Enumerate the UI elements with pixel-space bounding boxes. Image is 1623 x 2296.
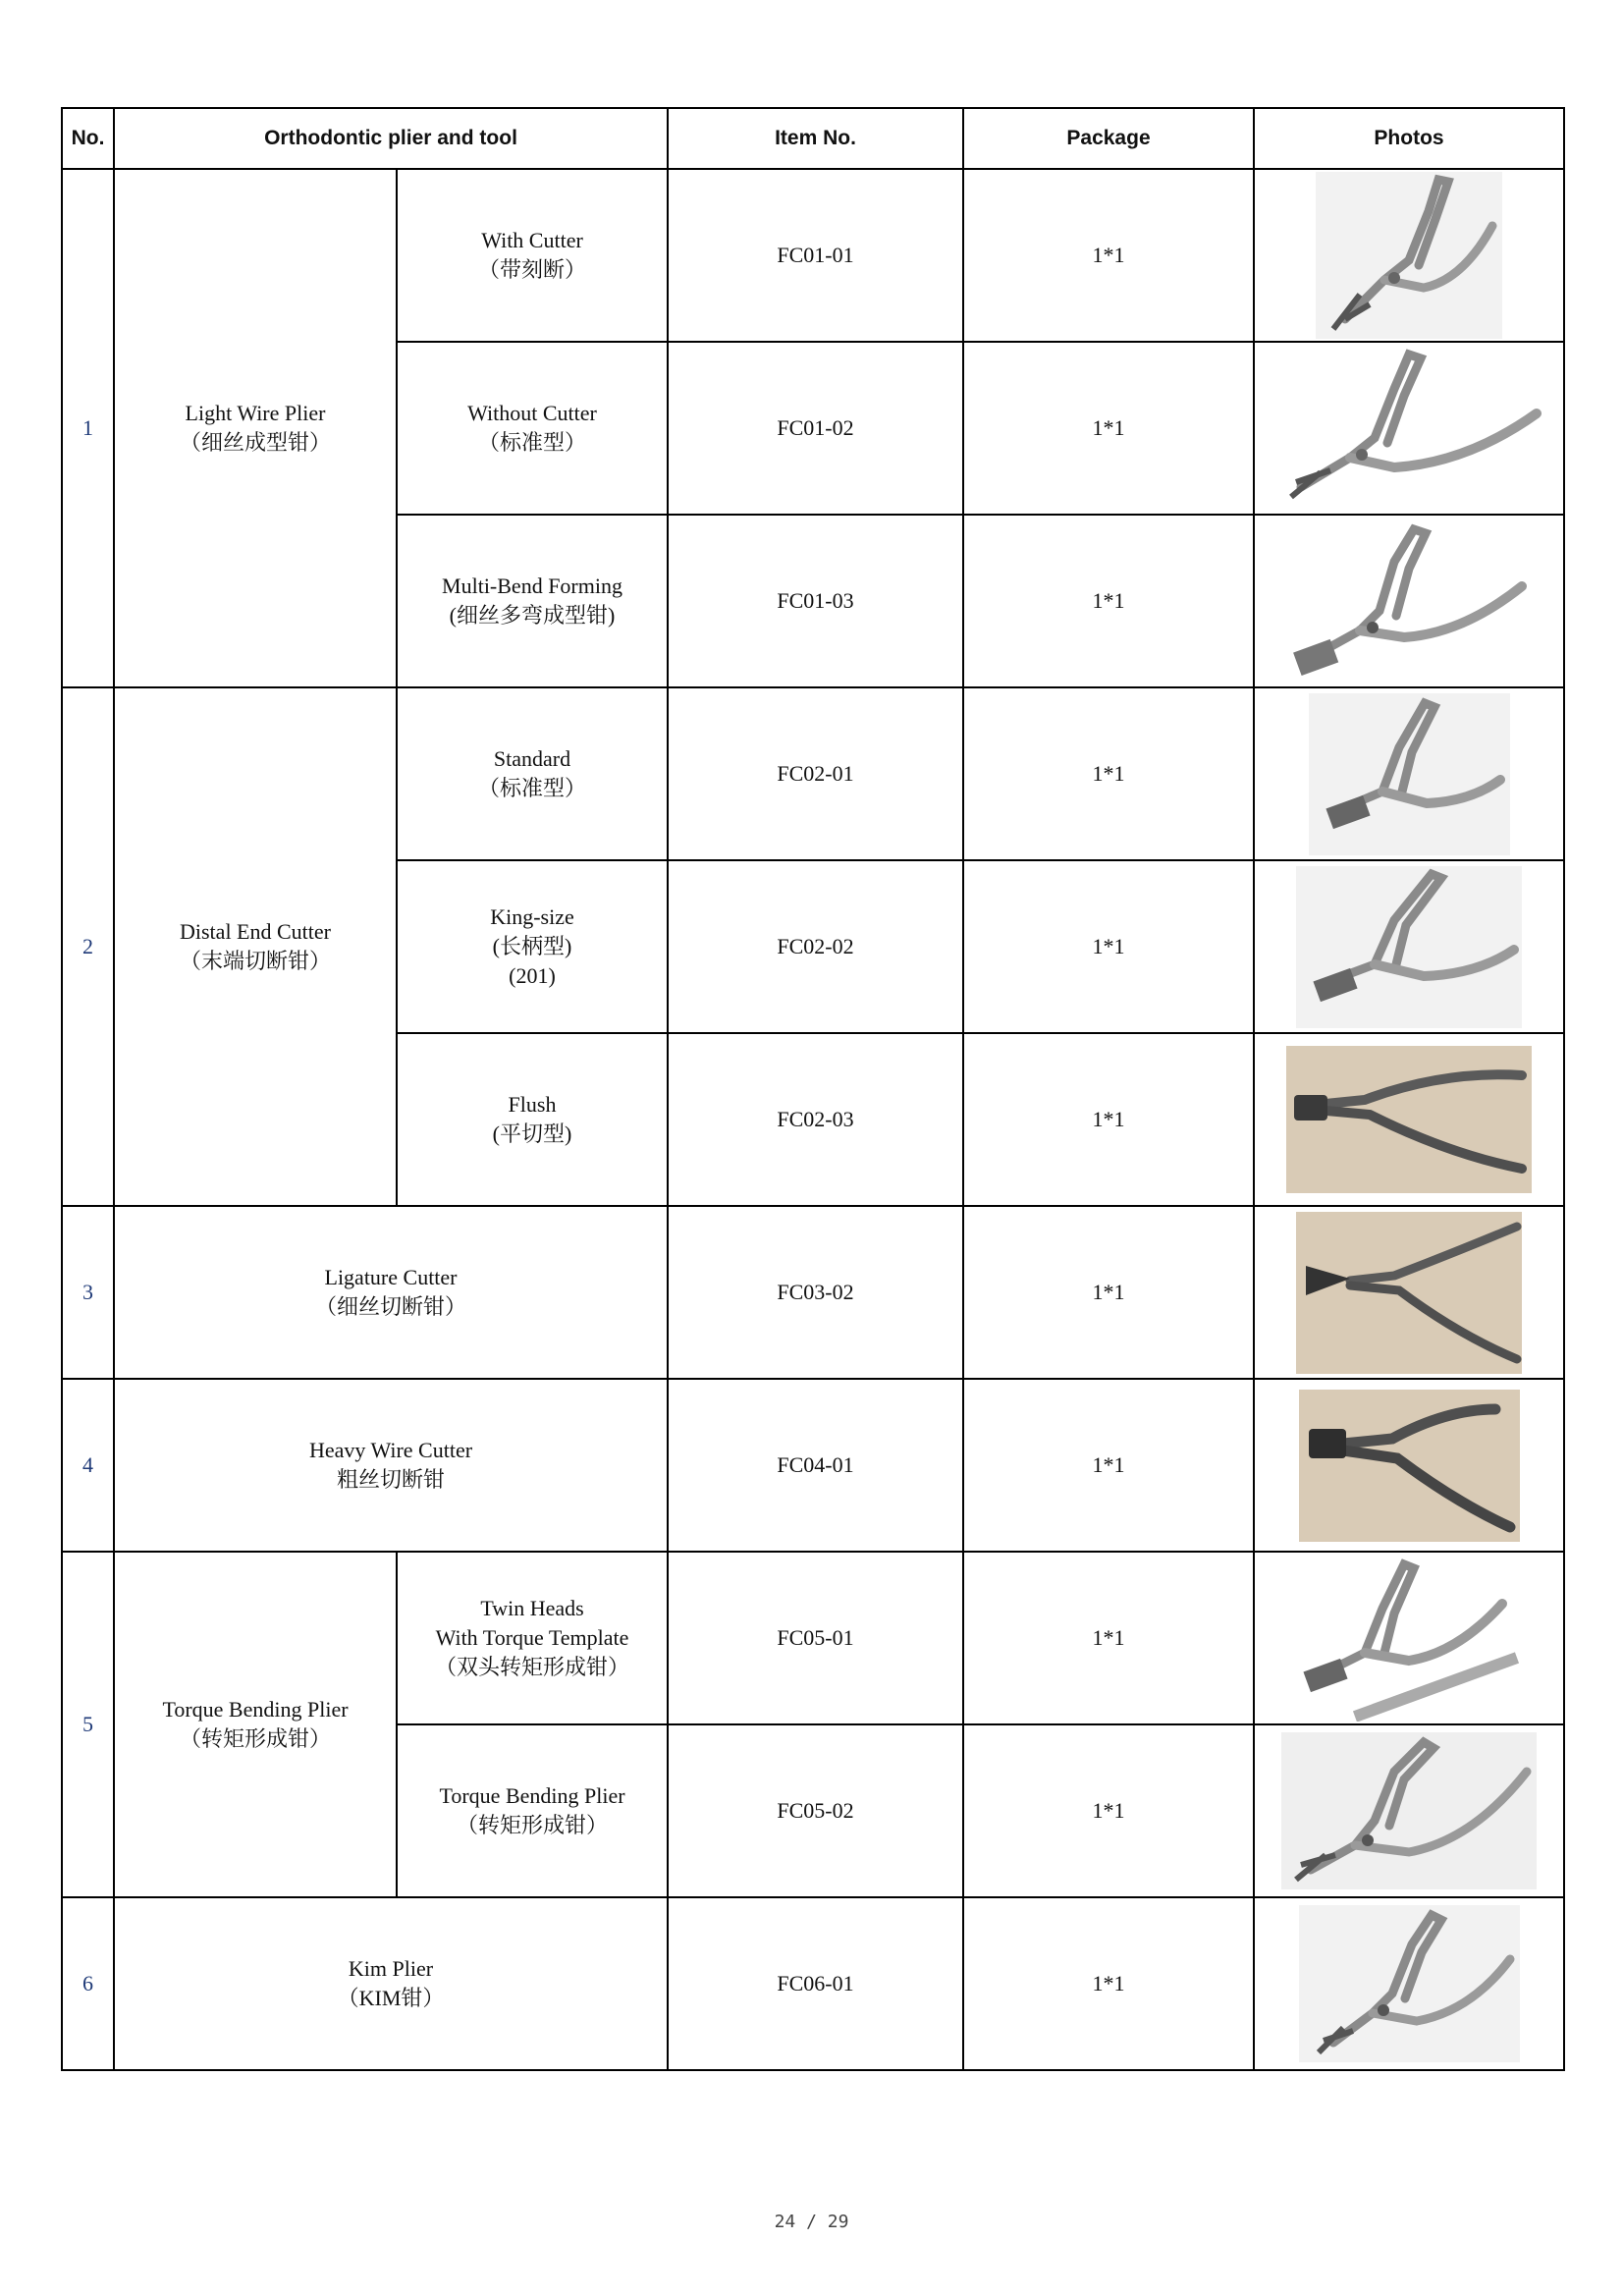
- item-number: FC02-01: [668, 687, 963, 860]
- package: 1*1: [963, 1552, 1254, 1724]
- photo-cell: [1254, 1033, 1564, 1206]
- variant-label: Standard （标准型）: [397, 687, 668, 860]
- item-number: FC02-03: [668, 1033, 963, 1206]
- table-row: [62, 687, 1564, 860]
- flush-cutter-photo: [1286, 1046, 1532, 1193]
- item-number: FC01-03: [668, 515, 963, 687]
- variant-label: Torque Bending Plier （转矩形成钳）: [397, 1724, 668, 1897]
- distal-cutter-long-icon: [1296, 866, 1522, 1028]
- photo-cell: [1254, 860, 1564, 1033]
- tool-name: Ligature Cutter （细丝切断钳）: [114, 1206, 668, 1379]
- item-number: FC04-01: [668, 1379, 963, 1552]
- header-package: Package: [963, 108, 1254, 169]
- header-photos: Photos: [1254, 108, 1564, 169]
- package: 1*1: [963, 1724, 1254, 1897]
- table-row: [62, 1552, 1564, 1724]
- item-number: FC05-01: [668, 1552, 963, 1724]
- package: 1*1: [963, 1206, 1254, 1379]
- plier-standard-icon: [1271, 345, 1546, 512]
- package: 1*1: [963, 515, 1254, 687]
- kim-plier-icon: [1299, 1905, 1520, 2062]
- variant-label: Twin Heads With Torque Template （双头转矩形成钳）: [397, 1552, 668, 1724]
- package: 1*1: [963, 687, 1254, 860]
- package: 1*1: [963, 342, 1254, 515]
- package: 1*1: [963, 860, 1254, 1033]
- heavy-cutter-photo: [1299, 1390, 1520, 1542]
- header-row: [62, 108, 1564, 169]
- item-number: FC02-02: [668, 860, 963, 1033]
- torque-plier-icon: [1281, 1732, 1537, 1889]
- tool-name: Distal End Cutter （末端切断钳）: [114, 687, 397, 1206]
- tool-name: Kim Plier （KIM钳）: [114, 1897, 668, 2070]
- package: 1*1: [963, 1033, 1254, 1206]
- photo-cell: [1254, 515, 1564, 687]
- row-number: 6: [62, 1897, 114, 2070]
- product-table: [61, 107, 1565, 2071]
- table-row: [62, 1206, 1564, 1379]
- item-number: FC05-02: [668, 1724, 963, 1897]
- item-number: FC01-02: [668, 342, 963, 515]
- variant-label: King-size (长柄型) (201): [397, 860, 668, 1033]
- row-number: 5: [62, 1552, 114, 1897]
- item-number: FC06-01: [668, 1897, 963, 2070]
- ligature-cutter-photo: [1296, 1212, 1522, 1374]
- item-number: FC01-01: [668, 169, 963, 342]
- photo-cell: [1254, 1552, 1564, 1724]
- photo-cell: [1254, 1379, 1564, 1552]
- page-footer: 24 / 29: [774, 2212, 849, 2232]
- table-row: [62, 169, 1564, 342]
- header-tool: Orthodontic plier and tool: [114, 108, 668, 169]
- variant-label: With Cutter （带刻断）: [397, 169, 668, 342]
- table-row: [62, 1379, 1564, 1552]
- photo-cell: [1254, 1206, 1564, 1379]
- photo-cell: [1254, 342, 1564, 515]
- row-number: 2: [62, 687, 114, 1206]
- photo-cell: [1254, 169, 1564, 342]
- tool-name: Light Wire Plier （细丝成型钳）: [114, 169, 397, 687]
- photo-cell: [1254, 1897, 1564, 2070]
- distal-cutter-icon: [1309, 693, 1510, 855]
- photo-cell: [1254, 1724, 1564, 1897]
- tool-name: Heavy Wire Cutter 粗丝切断钳: [114, 1379, 668, 1552]
- item-number: FC03-02: [668, 1206, 963, 1379]
- table-row: [62, 1897, 1564, 2070]
- variant-label: Without Cutter （标准型）: [397, 342, 668, 515]
- package: 1*1: [963, 1379, 1254, 1552]
- row-number: 1: [62, 169, 114, 687]
- header-item: Item No.: [668, 108, 963, 169]
- header-no: No.: [62, 108, 114, 169]
- variant-label: Flush (平切型): [397, 1033, 668, 1206]
- package: 1*1: [963, 169, 1254, 342]
- package: 1*1: [963, 1897, 1254, 2070]
- photo-cell: [1254, 687, 1564, 860]
- torque-twin-icon: [1296, 1555, 1522, 1722]
- row-number: 4: [62, 1379, 114, 1552]
- row-number: 3: [62, 1206, 114, 1379]
- variant-label: Multi-Bend Forming (细丝多弯成型钳): [397, 515, 668, 687]
- plier-multibend-icon: [1286, 518, 1532, 684]
- plier-cutter-icon: [1316, 172, 1502, 339]
- tool-name: Torque Bending Plier （转矩形成钳）: [114, 1552, 397, 1897]
